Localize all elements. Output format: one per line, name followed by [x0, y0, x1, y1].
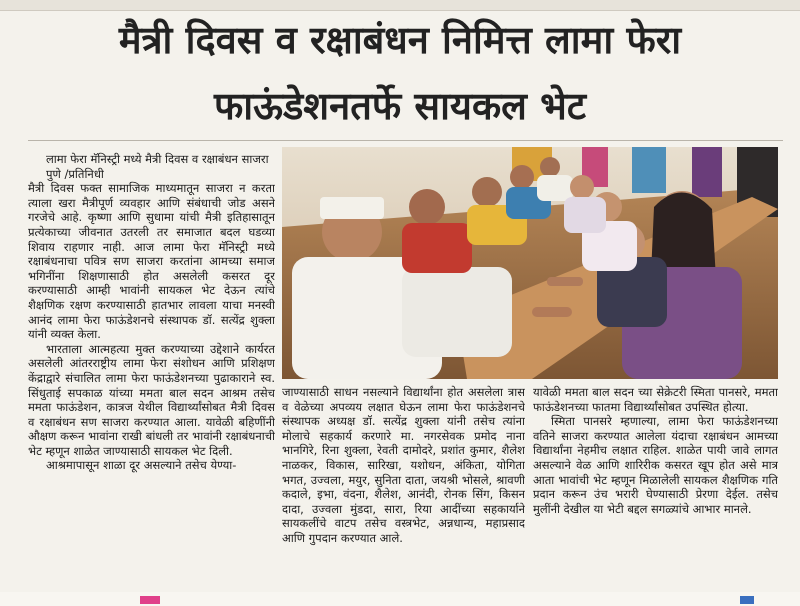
event-photo-illustration [282, 147, 778, 379]
article-paragraph-3: आश्रमापासून शाळा दूर असल्याने तसेच येण्या- [46, 458, 237, 473]
page-bottom-strip [0, 592, 800, 606]
page-top-strip [0, 0, 800, 11]
article-paragraph-1: मैत्री दिवस फक्त सामाजिक माध्यमातून साजरा न करता त्याला खरा मैत्रीपूर्ण व्यवहार आणि संबंधाची जोड असने गरजेचे आहे. कृष्णा आणि सुधामा यांची मैत्री इतिहासातून प्रत्येकाच्या जीवनात उतरली तर समाजात बदल घडव्या शिवाय राहणार नाही. आज लामा फेरा मॅनिस्ट्री मध्ये रक्षाबंधनाचा पवित्र सण साजरा करतांना आमच्या समाज भगिनींना शिक्षणासाठी होत असलेली कसरत दूर करण्यासाठी आम्ही भावांनी सायकल भेट देऊन त्यांचे शैक्षणिक रक्षण करण्यासाठी हातभार लावला याचा मनस्वी आनंद लामा फेरा फाऊंडेशनचे संस्थापक डॉ. सत्येंद्र शुक्ला यांनी व्यक्त केला. [28, 181, 275, 342]
article-column-1 [28, 152, 275, 582]
article-paragraph-4: जाण्यासाठी साधन नसल्याने विद्यार्थांना होत असलेला त्रास व वेळेच्या अपव्यय लक्षात घेऊन लामा फेरा फाऊंडेशनचे संस्थापक अध्यक्ष डॉ. सत्येंद्र शुक्ला यांनी तसेच त्यांना मोलाचे सहकार्य करणारे मा. नगरसेवक प्रमोद नाना भानगिरे, रिना शुक्ला, रेवती दामोदरे, प्रशांत कुमार, शैलेश नाळकर, विकास, सारिखा, यशोधन, अंकिता, योगिता भगत, उज्वला, मयुर, सुनिता दाता, जयश्री भोसले, श्रावणी कदाले, इभा, वंदना, शैलेश, आनंदी, रोनक सिंग, किसन दादा, उज्वला मुंडदा, सारा, रिया आदींच्या सहकार्याने सायकलींचे वाटप तसेच वस्त्रभेट, अन्नधान्य, महाप्रसाद आणि गुपदान करण्यात आले. [282, 385, 525, 545]
headline-line-2: फाऊंडेशनतर्फे सायकल भेट [213, 84, 587, 128]
article-paragraph-6: स्मिता पानसरे म्हणाल्या, लामा फेरा फाऊंडेशनच्या वतिने साजरा करण्यात आलेला यंदाचा रक्षाबंधन आमच्या विद्यार्थांना नेहमीच लक्षात राहिल. शाळेत पायी जावे लागत असल्याने वेळ आणि शारिरीक कसरत खूप होत असे मात्र आता भावांची भेट म्हणून मिळालेली सायकल शैक्षणिक गति प्रदान करून उंच भरारी घेण्यासाठी प्रेरणा देईल. तसेच मुलींनी देखील या भेटी बद्दल सगळ्यांचे आभार मानले. [533, 414, 778, 516]
article-column-2 [282, 385, 525, 585]
event-photo [282, 147, 778, 379]
headline-line-1: मैत्री दिवस व रक्षाबंधन निमित्त लामा फेरा [118, 18, 682, 62]
article-paragraph-5: यावेळी ममता बाल सदन च्या सेक्रेटरी स्मिता पानसरे, ममता फाऊंडेशनच्या फातमा विद्यार्थ्यांसोबत उपस्थित होत्या. [533, 385, 778, 414]
pink-mark [140, 596, 160, 604]
headline-divider [28, 140, 783, 141]
article-dateline: पुणे /प्रतिनिधी [46, 166, 104, 181]
article-paragraph-2: भारताला आत्महत्या मुक्त करण्याच्या उद्देशाने कार्यरत असलेली आंतरराष्ट्रीय लामा फेरा संशोधन आणि प्रशिक्षण केंद्राद्वारे संचालित लामा फेरा फाऊंडेशनच्या पुढाकाराने स्व. सिंधुताई सपकाळ यांच्या ममता बाल सदन आश्रम तसेच ममता फाऊंडेशन, कात्रज येथील विद्यार्थ्यांसोबत मैत्री दिवस व रक्षाबंधन सण साजरा करण्यात आला. यावेळी बहिणींनी औक्षण करून भावांना राखी बांधली तर भावांनी रक्षाबंधनाची भेट म्हणून शाळेत जाण्यासाठी सायकल भेट दिली. [28, 341, 275, 458]
article-lead: लामा फेरा मॅनिस्ट्री मध्ये मैत्री दिवस व रक्षाबंधन साजरा [46, 152, 269, 166]
blue-mark [740, 596, 754, 604]
article-column-3 [533, 385, 778, 585]
